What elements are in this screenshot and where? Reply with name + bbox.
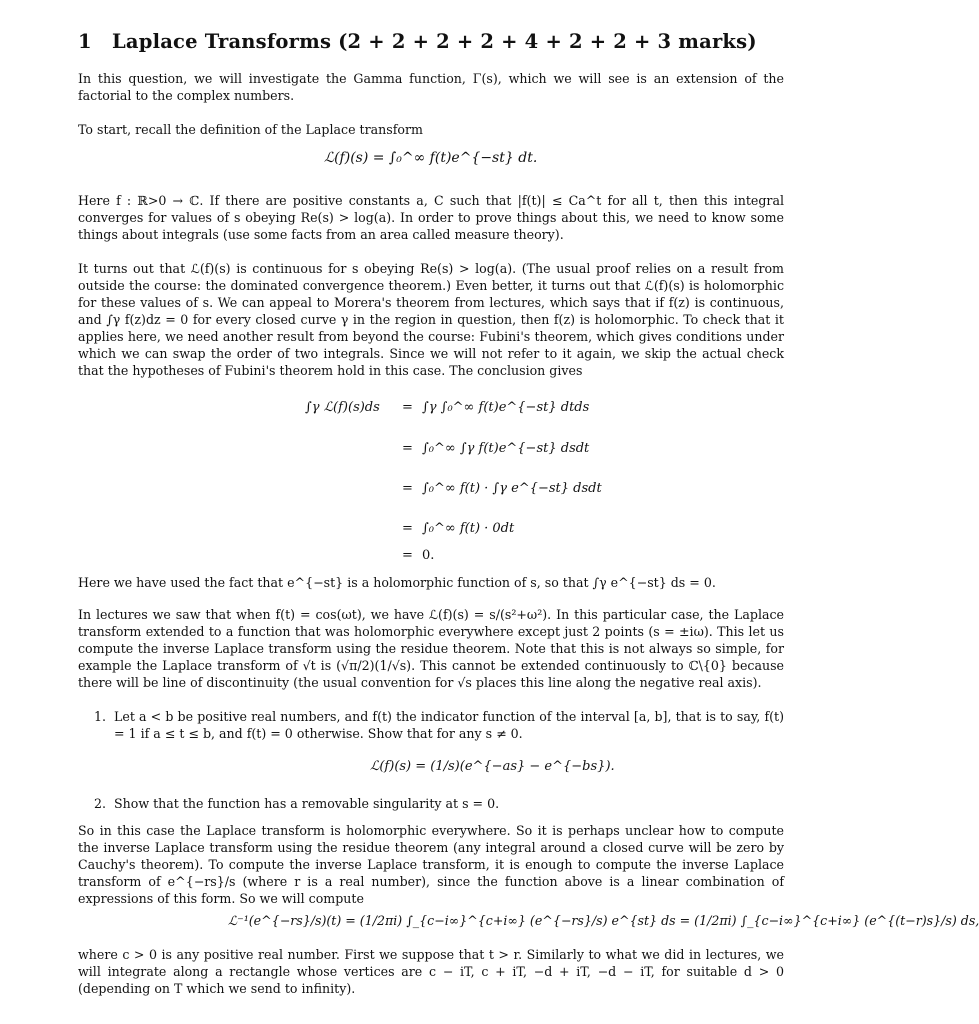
align-row: ∫₀^∞ f(t) · 0dt bbox=[422, 521, 515, 536]
item-number: 1. bbox=[94, 709, 107, 724]
section-number: 1 bbox=[78, 30, 92, 53]
section-heading bbox=[78, 30, 757, 53]
align-eq-sign: = bbox=[402, 481, 413, 496]
align-eq-sign: = bbox=[402, 521, 413, 536]
align-row: 0. bbox=[422, 548, 435, 563]
rectangle-paragraph: where c > 0 is any positive real number. First we suppose that t > r. Similarly to what we did in lectures, we will integrate along a rectangle whose vertices are c − iT, c + iT, −d + iT, −d − iT, for suitable d > 0 (depending on T which we send to infinity). bbox=[78, 947, 784, 996]
continuity-paragraph: It turns out that ℒ(f)(s) is continuous for s obeying Re(s) > log(a). (The usual proof relies on a result from outside the course: the dominated convergence theorem.) Even better, it turns out that ℒ(f)(s) is holomorphic for these values of s. We can appeal to Morera's theorem from lectures, which says that if f(z) is continuous, and ∫γ f(z)dz = 0 for every closed curve γ in the region in question, then f(z) is holomorphic. To check that it applies here, we need another result from beyond the course: Fubini's theorem, which gives conditions under which we can swap the order of two integrals. Since we will not refer to it again, we skip the actual check that the hypotheses of Fubini's theorem hold in this case. The conclusion gives bbox=[78, 261, 784, 378]
align-eq-sign: = bbox=[402, 400, 413, 415]
item1-equation: ℒ(f)(s) = (1/s)(e^{−as} − e^{−bs}). bbox=[370, 759, 615, 774]
inverse-laplace-equation: ℒ⁻¹(e^{−rs}/s)(t) = (1/2πi) ∫_{c−i∞}^{c+i∞} (e^{−rs}/s) e^{st} ds = (1/2πi) ∫_{c−i∞}^{c+i∞} (e^{(t−r)s}/s) ds, bbox=[228, 913, 979, 928]
recall-paragraph: To start, recall the definition of the Laplace transform bbox=[78, 122, 423, 137]
align-eq-sign: = bbox=[402, 548, 413, 563]
align-lhs: ∫γ ℒ(f)(s)ds bbox=[305, 400, 380, 415]
inverse-intro-paragraph: So in this case the Laplace transform is holomorphic everywhere. So it is perhaps unclear how to compute the inverse Laplace transform using the residue theorem (any integral around a closed curve will be zero by Cauchy's theorem). To compute the inverse Laplace transform, it is enough to compute the inverse Laplace transform of e^{−rs}/s (where r is a real number), since the function above is a linear combination of expressions of this form. So we will compute bbox=[78, 823, 784, 906]
holomorphic-paragraph: Here we have used the fact that e^{−st} is a holomorphic function of s, so that ∫γ e^{−st} ds = 0. bbox=[78, 575, 716, 590]
item-text: Show that the function has a removable singularity at s = 0. bbox=[114, 796, 500, 811]
question-item-2 bbox=[94, 795, 784, 812]
item-text: Let a < b be positive real numbers, and f(t) the indicator function of the interval [a, b], that is to say, f(t) = 1 if a ≤ t ≤ b, and f(t) = 0 otherwise. Show that for any s ≠ 0. bbox=[114, 709, 784, 741]
align-eq-sign: = bbox=[402, 441, 413, 456]
lectures-paragraph: In lectures we saw that when f(t) = cos(ωt), we have ℒ(f)(s) = s/(s²+ω²). In this particular case, the Laplace transform extended to a function that was holomorphic everywhere except just 2 points (s = ±iω). This let us compute the inverse Laplace transform using the residue theorem. Note that this is not always so simple, for example the Laplace transform of √t is (√π/2)(1/√s). This cannot be extended continuously to ℂ\{0} because there will be line of discontinuity (the usual convention for √s places this line along the negative real axis). bbox=[78, 607, 784, 690]
align-row: ∫₀^∞ f(t) · ∫γ e^{−st} dsdt bbox=[422, 481, 602, 496]
section-title: Laplace Transforms (2 + 2 + 2 + 2 + 4 + 2 + 2 + 3 marks) bbox=[112, 30, 757, 53]
domain-paragraph: Here f : ℝ>0 → ℂ. If there are positive constants a, C such that |f(t)| ≤ Ca^t for all t, then this integral converges for values of s obeying Re(s) > log(a). In order to prove things about this, we need to know some things about integrals (use some facts from an area called measure theory). bbox=[78, 193, 784, 242]
align-row: ∫γ ∫₀^∞ f(t)e^{−st} dtds bbox=[422, 400, 590, 415]
align-row: ∫₀^∞ ∫γ f(t)e^{−st} dsdt bbox=[422, 441, 590, 456]
intro-paragraph: In this question, we will investigate the Gamma function, Γ(s), which we will see is an extension of the factorial to the complex numbers. bbox=[78, 71, 784, 103]
question-item-1 bbox=[94, 708, 784, 742]
laplace-definition-equation: ℒ(f)(s) = ∫₀^∞ f(t)e^{−st} dt. bbox=[324, 150, 538, 166]
item-number: 2. bbox=[94, 796, 107, 811]
